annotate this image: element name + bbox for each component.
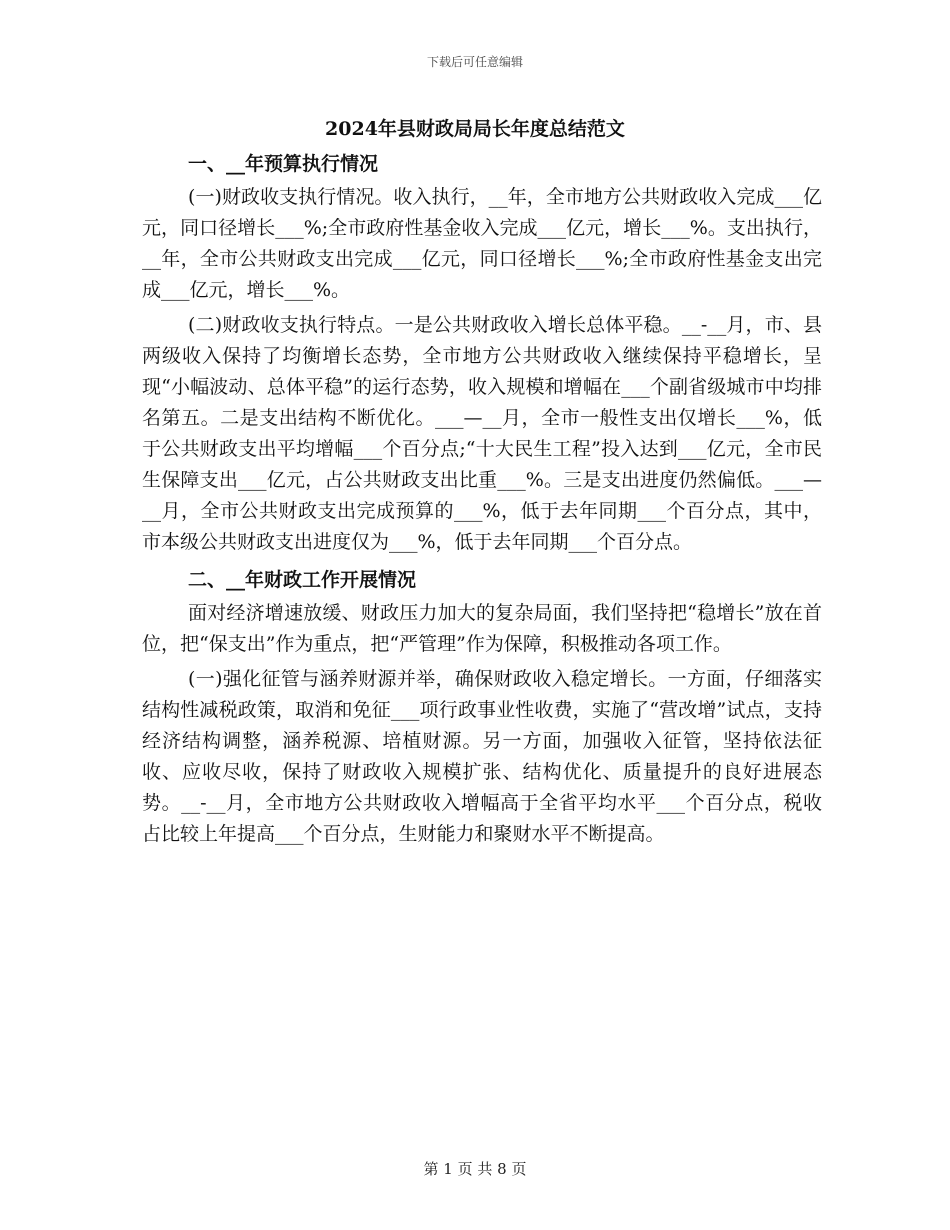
paragraph: 面对经济增速放缓、财政压力加大的复杂局面，我们坚持把“稳增长”放在首位，把“保支出”作为重点，把“严管理”作为保障，积极推动各项工作。: [142, 602, 822, 655]
section-heading-1: 一、__年预算执行情况: [188, 153, 379, 175]
document-body: [142, 146, 822, 854]
paragraph: (一)财政收支执行情况。收入执行，__年，全市地方公共财政收入完成___亿元，同口径增长___%;全市政府性基金收入完成___亿元，增长___%。支出执行，__年，全市公共财政支出完成___亿元，同口径增长___%;全市政府性基金支出完成___亿元，增长___%。: [142, 186, 822, 301]
document-title: 2024年县财政局局长年度总结范文: [325, 118, 625, 140]
section-heading-2: 二、__年财政工作开展情况: [188, 569, 417, 591]
page-number: 第 1 页 共 8 页: [423, 1160, 527, 1178]
paragraph: (一)强化征管与涵养财源并举，确保财政收入稳定增长。一方面，仔细落实结构性减税政策，取消和免征___项行政事业性收费，实施了“营改增”试点，支持经济结构调整，涵养税源、培植财源。另一方面，加强收入征管，坚持依法征收、应收尽收，保持了财政收入规模扩张、结构优化、质量提升的良好进展态势。__-__月，全市地方公共财政收入增幅高于全省平均水平___个百分点，税收占比较上年提高___个百分点，生财能力和聚财水平不断提高。: [142, 668, 822, 845]
paragraph: (二)财政收支执行特点。一是公共财政收入增长总体平稳。__-__月，市、县两级收入保持了均衡增长态势，全市地方公共财政收入继续保持平稳增长，呈现“小幅波动、总体平稳”的运行态势，收入规模和增幅在___个副省级城市中均排名第五。二是支出结构不断优化。___—__月，全市一般性支出仅增长___%，低于公共财政支出平均增幅___个百分点;“十大民生工程”投入达到___亿元，全市民生保障支出___亿元，占公共财政支出比重___%。三是支出进度仍然偏低。___—__月，全市公共财政支出完成预算的___%，低于去年同期___个百分点，其中，市本级公共财政支出进度仅为___%，低于去年同期___个百分点。: [142, 314, 822, 553]
header-note: 下载后可任意编辑: [426, 55, 523, 69]
